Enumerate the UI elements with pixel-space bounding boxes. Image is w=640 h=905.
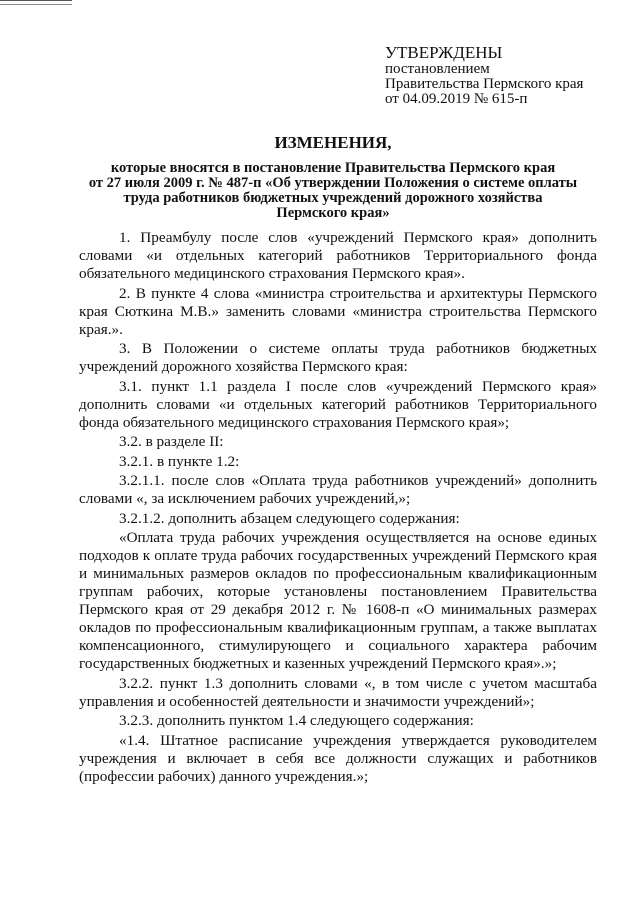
approval-line: Правительства Пермского края [385, 76, 584, 92]
document-subtitle-line: труда работников бюджетных учреждений дорожного хозяйства [123, 190, 543, 206]
paragraph: 1. Преамбулу после слов «учреждений Пермского края» дополнить словами «и отдельных категорий работников Территориального фонда обязательного медицинского страхования Пермского края». [79, 229, 597, 282]
paragraph: 3.2.1. в пункте 1.2: [119, 452, 240, 470]
scan-edge-mark [0, 0, 72, 5]
paragraph: 3. В Положении о системе оплаты труда работников бюджетных учреждений дорожного хозяйства Пермского края: [79, 340, 597, 375]
paragraph: 3.2.1.2. дополнить абзацем следующего содержания: [119, 509, 460, 527]
document-title: ИЗМЕНЕНИЯ, [274, 133, 392, 152]
document-body [79, 229, 597, 787]
document-heading [70, 133, 596, 221]
paragraph: 3.2.3. дополнить пунктом 1.4 следующего содержания: [119, 712, 474, 729]
paragraph: 3.2.1.1. после слов «Оплата труда работников учреждений» дополнить словами «, за исключением рабочих учреждений,»; [79, 472, 597, 507]
document-subtitle-line: от 27 июля 2009 г. № 487-п «Об утверждении Положения о системе оплаты [88, 175, 578, 191]
paragraph: «1.4. Штатное расписание учреждения утверждается руководителем учреждения и включает в себя все должности служащих и работников (профессии рабочих) данного учреждения.»; [79, 731, 597, 785]
paragraph: 3.2.2. пункт 1.3 дополнить словами «, в том числе с учетом масштаба управления и особенностей деятельности и значимости учреждений»; [79, 674, 597, 710]
approval-date-number: от 04.09.2019 № 615-п [385, 91, 528, 107]
paragraph: «Оплата труда рабочих учреждения осуществляется на основе единых подходов к оплате труда рабочих государственных учреждений Пермского края и минимальных размеров окладов по профессиональным квалификационным группам рабочих, которые установлены постановлением Правительства Пермского края от 29 декабря 2012 г. № 1608-п «О минимальных размерах окладов по профессиональным квалификационным группам, а также выплатах компенсационного, стимулирующего и социального характера рабочим государственных бюджетных и казенных учреждений Пермского края».»; [79, 529, 597, 672]
document-subtitle-line: Пермского края» [276, 205, 390, 221]
paragraph: 3.2. в разделе II: [119, 433, 224, 450]
paragraph: 3.1. пункт 1.1 раздела I после слов «учреждений Пермского края» дополнить словами «и отдельных категорий работников Территориального фонда обязательного медицинского страхования Пермского края»; [79, 377, 597, 431]
document-subtitle-line: которые вносятся в постановление Правительства Пермского края [110, 160, 556, 176]
approval-title: УТВЕРЖДЕНЫ [385, 43, 503, 62]
approval-line: постановлением [385, 61, 490, 77]
approval-stamp [385, 44, 583, 107]
paragraph: 2. В пункте 4 слова «министра строительства и архитектуры Пермского края Сюткина М.В.» заменить словами «министра строительства Пермского края.». [79, 284, 597, 338]
